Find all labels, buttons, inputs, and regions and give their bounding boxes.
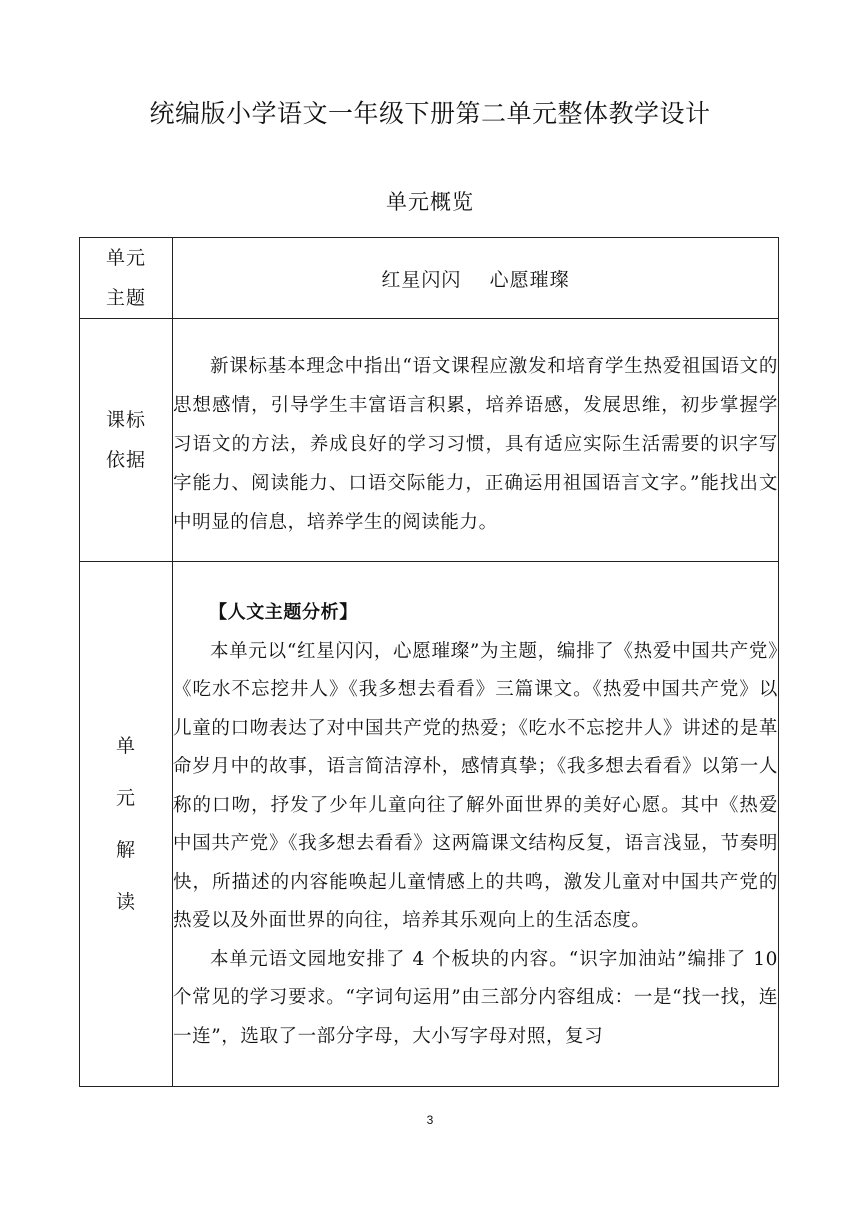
humanistic-theme-subheading: 【人文主题分析】 [209,602,358,623]
theme-label [80,238,173,319]
standard-content [173,319,779,562]
section-title: 单元概览 [386,190,474,214]
standard-label-line1: 课标 [105,409,146,431]
table-row-theme [80,238,779,319]
interpretation-label [80,562,173,1087]
standard-label-line2: 依据 [105,449,146,471]
interpretation-content [173,562,785,1087]
table-row-interpretation [80,562,779,1087]
interpretation-paragraph-1: 本单元以“红星闪闪，心愿璀璨”为主题，编排了《热爱中国共产党》《吃水不忘挖井人》《我多想去看看》三篇课文。《热爱中国共产党》以儿童的口吻表达了对中国共产党的热爱；《吃水不忘挖井人》讲述的是革命岁月中的故事，语言简洁淳朴，感情真挚；《我多想去看看》以第一人称的口吻，抒发了少年儿童向往了解外面世界的美好心愿。其中《热爱中国共产党》《我多想去看看》这两篇课文结构反复，语言浅显，节奏明快，所描述的内容能唤起儿童情感上的共鸣，激发儿童对中国共产党的热爱以及外面世界的向往，培养其乐观向上的生活态度。 [173,640,778,931]
theme-value-text: 红星闪闪 心愿璀璨 [381,268,570,291]
document-title: 统编版小学语文一年级下册第二单元整体教学设计 [149,99,711,128]
interpretation-paragraph-2: 本单元语文园地安排了 4 个板块的内容。“识字加油站”编排了 10 个常见的学习要求。“字词句运用”由三部分内容组成：一是“找一找，连一连”，选取了一部分字母，大小写字母对照，复习 [173,948,785,1047]
standard-label [80,319,173,562]
standard-paragraph: 新课标基本理念中指出“语文课程应激发和培育学生热爱祖国语文的思想感情，引导学生丰富语言积累，培养语感，发展思维，初步掌握学习语文的方法，养成良好的学习习惯，具有适应实际生活需要的识字写字能力、阅读能力、口语交际能力，正确运用祖国语言文字。”能找出文中明显的信息，培养学生的阅读能力。 [173,355,778,533]
page-number: 3 [426,1113,434,1127]
table-row-standard [80,319,779,562]
theme-label-line1: 单元 [105,247,146,269]
interpretation-label-char: 单 [115,735,136,757]
unit-overview-table [79,237,785,1087]
interpretation-label-char: 解 [115,839,136,861]
interpretation-label-char: 读 [115,891,136,913]
theme-value [173,238,779,319]
theme-label-line2: 主题 [105,287,146,309]
interpretation-label-char: 元 [115,787,136,809]
